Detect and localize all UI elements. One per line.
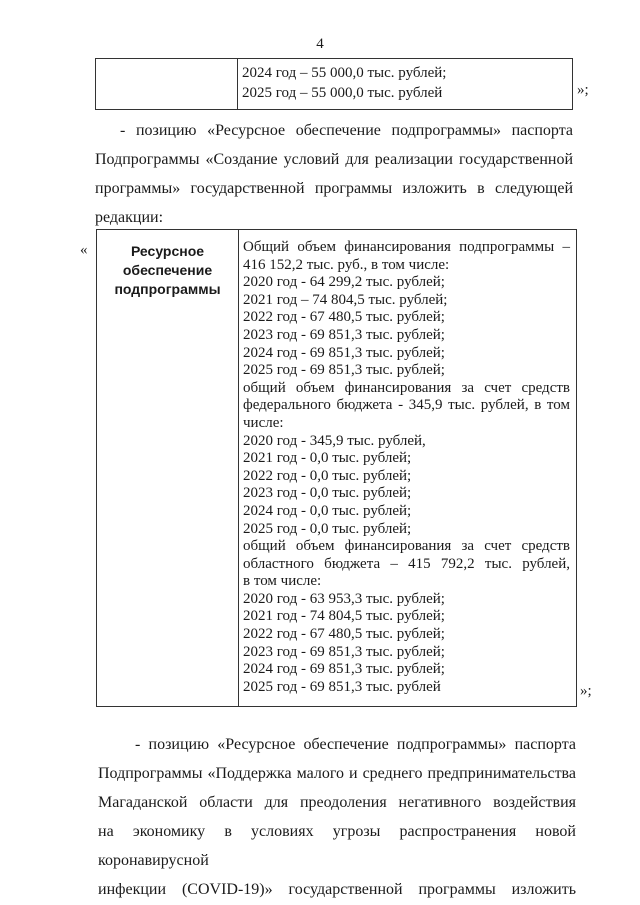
- paragraph-2: [98, 759, 576, 904]
- table-line: 2024 год - 69 851,3 тыс. рублей;: [243, 344, 445, 361]
- paragraph-line: - позицию «Ресурсное обеспечение подпрограммы» паспорта: [120, 122, 573, 139]
- paragraph-line: Подпрограммы «Создание условий для реализации государственной: [95, 151, 573, 168]
- table-line: 2024 год – 55 000,0 тыс. рублей;: [242, 65, 447, 81]
- paragraph-line: редакции:: [95, 209, 164, 226]
- table-fragment-top: [95, 58, 573, 110]
- header-line: Ресурсное: [130, 243, 205, 259]
- table-line: 2022 год - 0,0 тыс. рублей;: [243, 467, 412, 484]
- table-header-cell: [97, 242, 238, 299]
- page-number: 4: [316, 36, 324, 52]
- table-column-divider: [238, 230, 239, 706]
- table-line: общий объем финансирования за счет средств: [243, 538, 570, 555]
- closing-quote: »;: [577, 82, 589, 98]
- resource-table: [96, 229, 577, 707]
- paragraph-line: программы» государственной программы изложить в следующей: [95, 180, 573, 197]
- table-line: 2021 год - 0,0 тыс. рублей;: [243, 450, 412, 467]
- table-line: 2025 год - 0,0 тыс. рублей;: [243, 520, 412, 537]
- paragraph-line: на экономику в условиях угрозы распространения новой коронавирусной: [98, 823, 576, 869]
- table-line: федерального бюджета - 345,9 тыс. рублей, в том: [243, 397, 570, 414]
- table-line: 2020 год - 64 299,2 тыс. рублей;: [243, 274, 445, 291]
- paragraph-line: инфекции (COVID-19)» государственной программы изложить: [98, 881, 576, 898]
- table-line: 2021 год – 74 804,5 тыс. рублей;: [243, 291, 448, 308]
- table-line: 2022 год - 67 480,5 тыс. рублей;: [243, 309, 445, 326]
- paragraph-1: [95, 145, 573, 232]
- table-line: 2025 год – 55 000,0 тыс. рублей: [242, 85, 443, 101]
- opening-quote: «: [80, 242, 88, 258]
- table-line: 2023 год - 0,0 тыс. рублей;: [243, 485, 412, 502]
- table-line: 2020 год - 345,9 тыс. рублей,: [243, 432, 426, 449]
- table-line: 2020 год - 63 953,3 тыс. рублей;: [243, 590, 445, 607]
- paragraph-line: Магаданской области для преодоления негативного воздействия: [98, 794, 576, 811]
- closing-quote: »;: [580, 683, 592, 699]
- table-line: 2025 год - 69 851,3 тыс. рублей;: [243, 362, 445, 379]
- table-line: 2025 год - 69 851,3 тыс. рублей: [243, 678, 441, 695]
- paragraph-line: Подпрограммы «Поддержка малого и среднего предпринимательства: [98, 765, 576, 782]
- table-column-divider: [237, 59, 238, 109]
- table-line: общий объем финансирования за счет средств: [243, 379, 570, 396]
- table-line: 2023 год - 69 851,3 тыс. рублей;: [243, 643, 445, 660]
- table-line: числе:: [243, 414, 284, 431]
- table-line: 416 152,2 тыс. руб., в том числе:: [243, 256, 450, 273]
- paragraph-line: - позицию «Ресурсное обеспечение подпрограммы» паспорта: [135, 736, 576, 753]
- table-cell-values: [242, 63, 446, 103]
- table-value-cell: [243, 239, 570, 696]
- table-line: Общий объем финансирования подпрограммы –: [243, 239, 570, 255]
- header-line: подпрограммы: [114, 281, 221, 297]
- paragraph-1-first-line-wrap: [120, 116, 573, 145]
- paragraph-2-first-line-wrap: [135, 730, 576, 759]
- table-line: 2024 год - 0,0 тыс. рублей;: [243, 502, 412, 519]
- table-line: 2022 год - 67 480,5 тыс. рублей;: [243, 626, 445, 643]
- table-line: областного бюджета – 415 792,2 тыс. рублей,: [243, 555, 570, 572]
- header-line: обеспечение: [122, 262, 213, 278]
- table-line: 2021 год - 74 804,5 тыс. рублей;: [243, 608, 445, 625]
- table-line: 2023 год - 69 851,3 тыс. рублей;: [243, 326, 445, 343]
- table-line: 2024 год - 69 851,3 тыс. рублей;: [243, 661, 445, 678]
- table-line: в том числе:: [243, 573, 322, 590]
